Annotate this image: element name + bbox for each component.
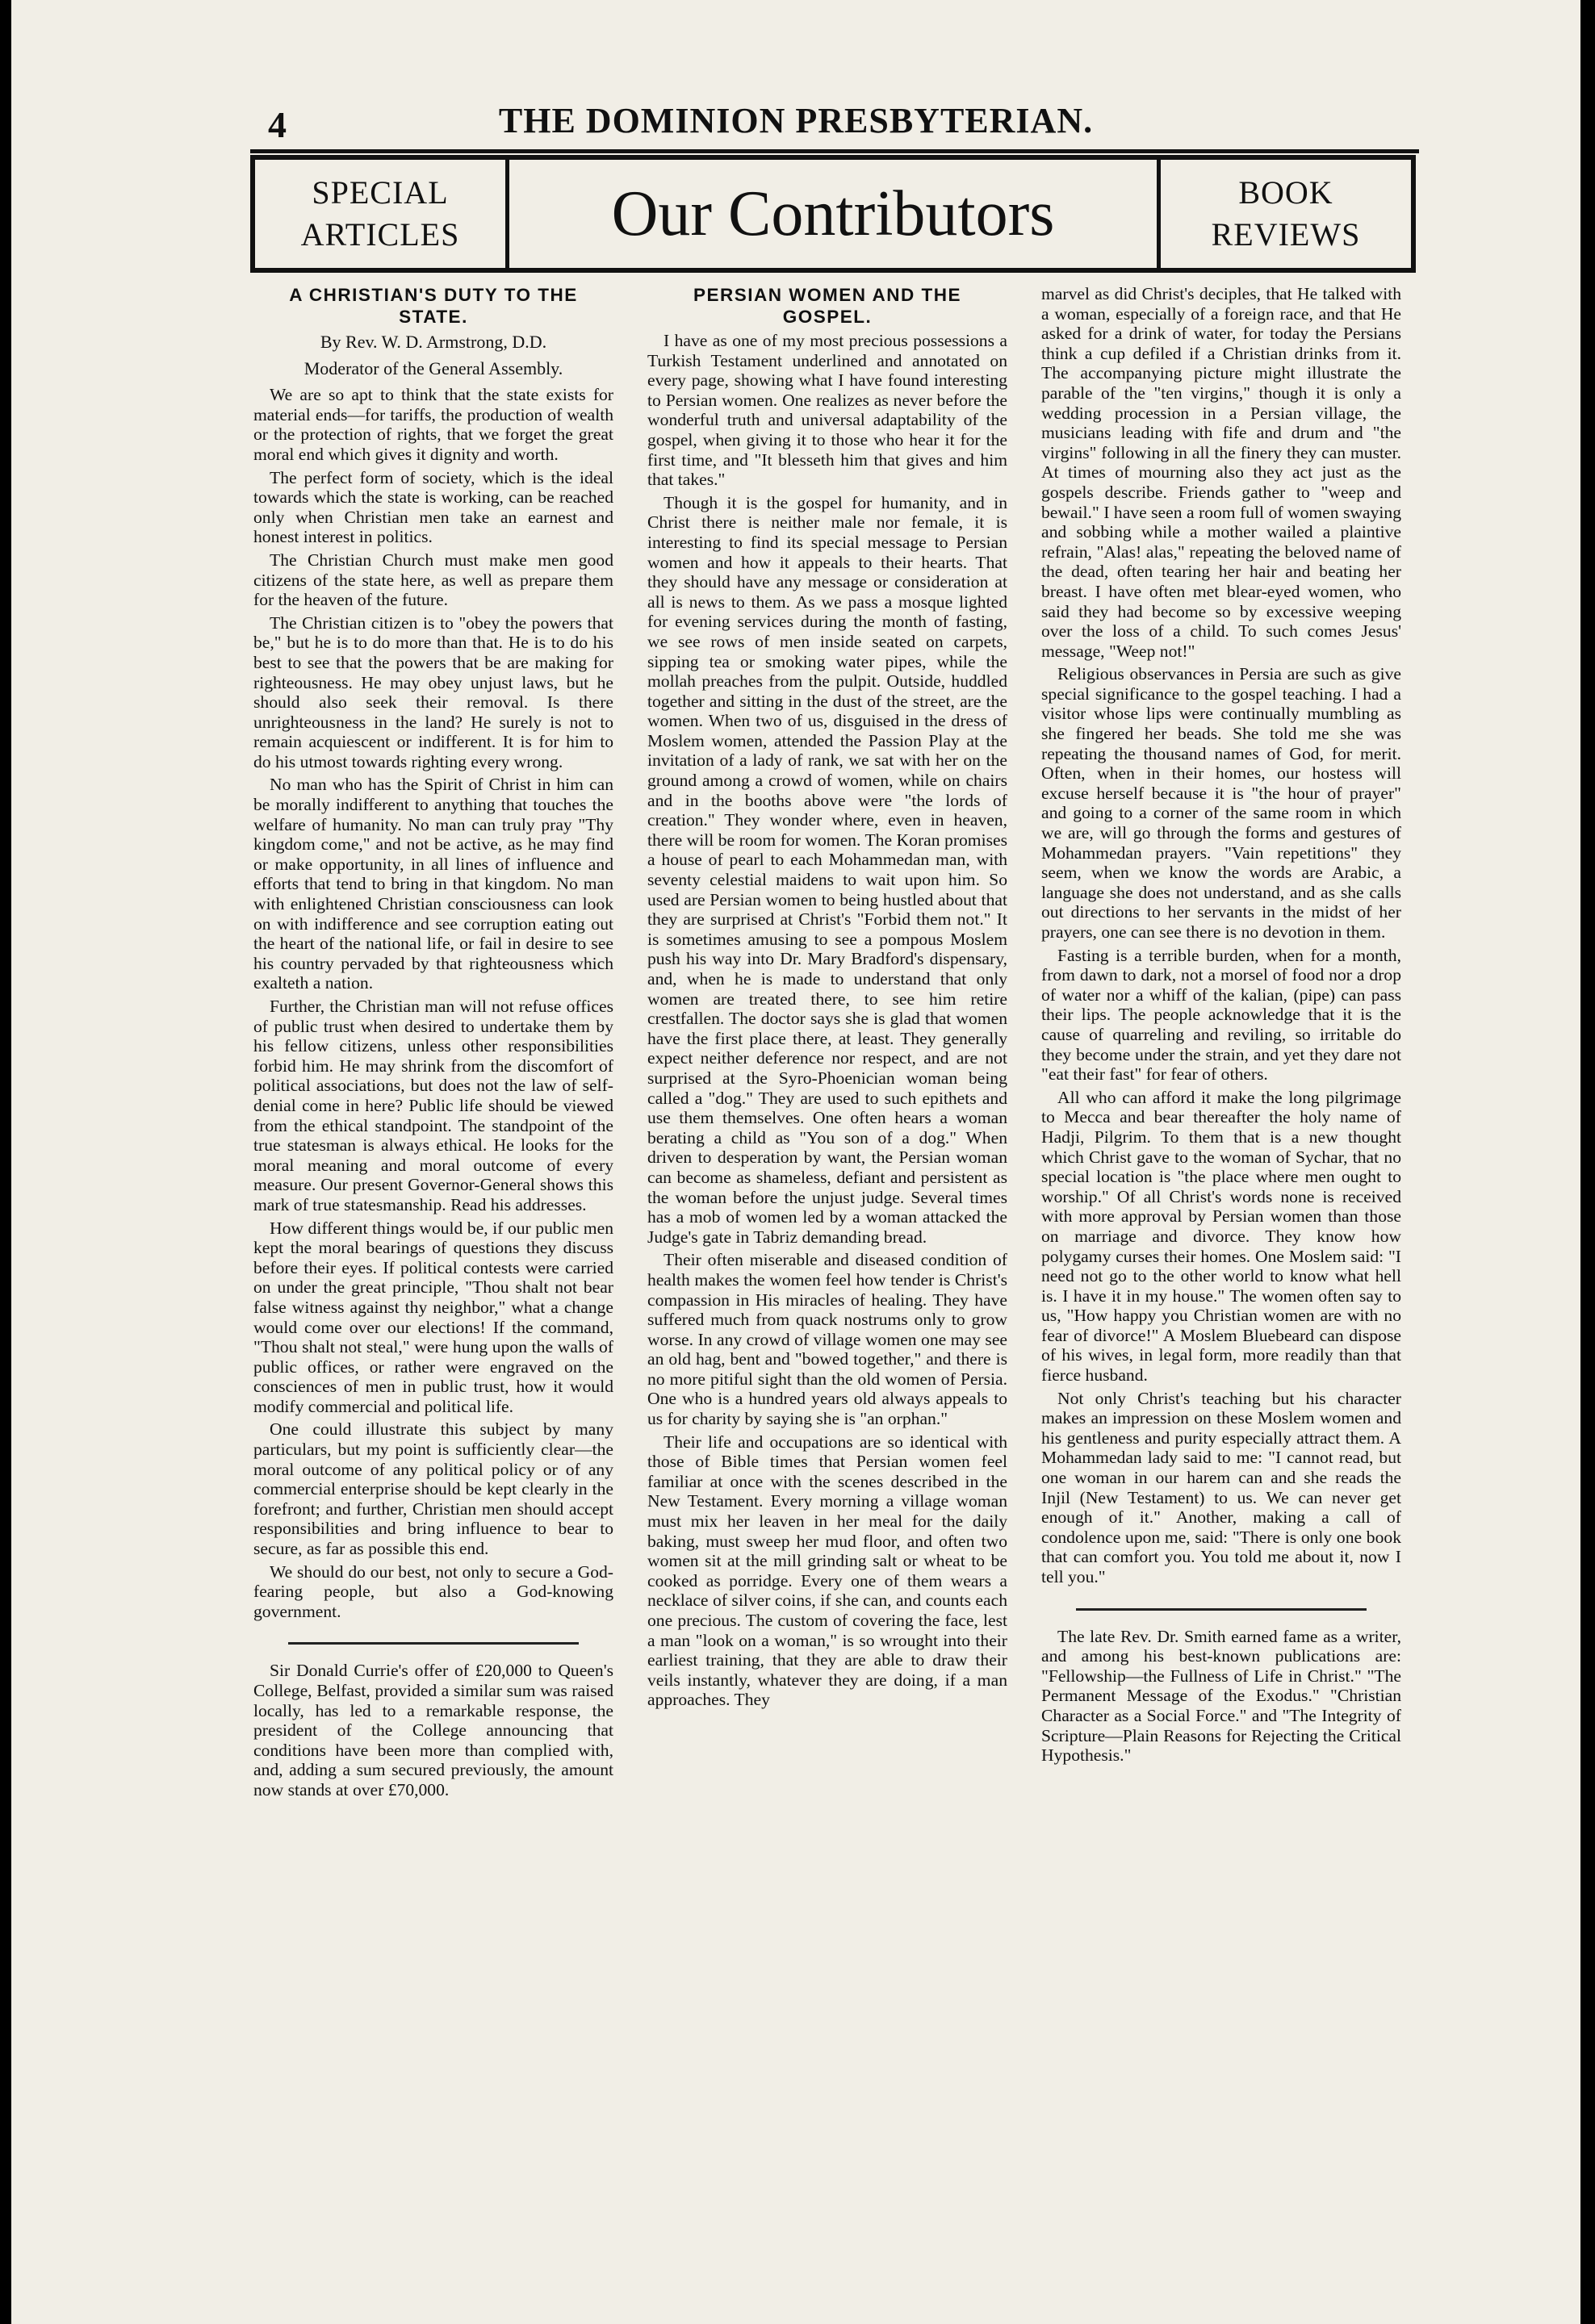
- news-note: The late Rev. Dr. Smith earned fame as a writer, and among his best-known publications are: "Fellowship—the Fullness of Life in Christ." "The Permanent Message of the Exodus." "Christian Character as a Social Force." and "The Integrity of Scripture—Plain Reasons for Rejecting the Critical Hypothesis.": [1041, 1626, 1401, 1766]
- paragraph: We should do our best, not only to secure a God-fearing people, but also a God-knowing government.: [253, 1561, 613, 1621]
- paragraph: Further, the Christian man will not refuse offices of public trust when desired to undertake them by his fellow citizens, unless other responsibilities forbid him. He may shrink from the discomfort of political associations, but does not the law of self-denial come in here? Public life should be viewed from the ethical standpoint. The standpoint of the true statesman is always ethical. He looks for the moral meaning and moral outcome of every measure. Our present Governor-General shows this mark of true statesmanship. Read his addresses.: [253, 997, 613, 1214]
- newspaper-page: [11, 0, 1580, 2324]
- article-title: PERSIAN WOMEN AND THE GOSPEL.: [693, 285, 961, 327]
- paragraph: Their often miserable and diseased condition of health makes the women feel how tender is Christ's compassion in His miracles of healing. They have suffered much from quack nostrums only to grow worse. In any crowd of village women one may see an old hag, bent and "bowed together," and there is no more pitiful sight than the old women of Persia. One who is a hundred years old always appeals to us for charity by saying she is "an orphan.": [647, 1250, 1007, 1429]
- section-banner: [250, 155, 1416, 273]
- paragraph: Though it is the gospel for humanity, and in Christ there is neither male nor female, it is interesting to find its special message to Persian women and how it appeals to their hearts. That they should have any message or consideration at all is news to them. As we pass a mosque lighted for evening services during the month of fasting, we see rows of men inside seated on carpets, sipping tea or smoking water pipes, while the mollah preaches from the pulpit. Outside, huddled together and sitting in the dust of the street, are the women. When two of us, disguised in the dress of Moslem women, attended the Passion Play at the invitation of a lady of rank, we sat with her on the ground among a crowd of women, while on chairs and in the booths above were "the lords of creation." They wonder where, even in heaven, there will be room for women. The Koran promises a house of pearl to each Mohammedan man, with seventy celestial maidens to wait upon him. So used are Persian women to being hustled about that they are surprised at Christ's "Forbid them not." It is sometimes amusing to see a pompous Moslem push his way into Dr. Mary Bradford's dispensary, and, when he is made to understand that only women are treated there, to see him retire crestfallen. The doctor says she is glad that women have the first place there, at least. They generally expect neither deference nor respect, and are not surprised at the Syro-Phoenician woman being called a "dog." They are used to such epithets and use them themselves. One often hears a woman berating a child as "You son of a dog." When driven to desperation by want, the Persian woman can become as shameless, defiant and persistent as the woman before the unjust judge. Several times has a mob of women led by a woman attacked the Judge's gate in Tabriz demanding bread.: [647, 492, 1007, 1247]
- paragraph: I have as one of my most precious possessions a Turkish Testament underlined and annotated on every page, showing what I have found interesting to Persian women. One realizes as never before the wonderful truth and universal adaptability of the gospel, when giving it to those who hear it for the first time, and "It blesseth him that gives and him that takes.": [647, 331, 1007, 490]
- banner-title: Our Contributors: [611, 178, 1055, 249]
- page-number: 4: [268, 104, 287, 145]
- banner-left-label: SPECIAL ARTICLES: [255, 160, 509, 268]
- masthead: THE DOMINION PRESBYTERIAN.: [498, 101, 1094, 140]
- article-byline-role: Moderator of the General Assembly.: [304, 357, 563, 378]
- paragraph: Their life and occupations are so identical with those of Bible times that Persian women feel familiar at once with the scenes described in the New Testament. Every morning a village woman must mix her leaven in her meal for the daily baking, must sweep her mud floor, and often two women sit at the mill grinding salt or wheat to be cooked as porridge. Every one of them wears a necklace of silver coins, if she can, and counts each one precious. The custom of covering the face, lest a man "look on a woman," is so wrought into their earliest training, that they are able to draw their veils instantly, whatever they are doing, if a man approaches. They: [647, 1432, 1007, 1710]
- paragraph: The Christian Church must make men good citizens of the state here, as well as prepare them for the heaven of the future.: [253, 550, 613, 610]
- paragraph: The perfect form of society, which is the ideal towards which the state is working, can be reached only when Christian men take an earnest and honest interest in politics.: [253, 467, 613, 547]
- article-byline: By Rev. W. D. Armstrong, D.D.: [320, 332, 547, 352]
- masthead-rule: [250, 149, 1419, 153]
- separator-rule: [288, 1642, 579, 1645]
- paragraph: We are so apt to think that the state exists for material ends—for tariffs, the production of wealth or the protection of rights, that we forget the great moral end which gives it dignity and worth.: [253, 385, 613, 464]
- paragraph: Religious observances in Persia are such as give special significance to the gospel teaching. I had a visitor whose lips were continually mumbling as she fingered her beads. She told me she was repeating the thousand names of God, for merit. Often, when in their homes, our hostess will excuse herself because it is "the hour of prayer" and going to a corner of the same room in which we are, will go through the forms and gestures of Mohammedan prayers. "Vain repetitions" they seem, when we know the words are Arabic, a language she does not understand, and as she calls out directions to her servants in the midst of her prayers, one can see there is no devotion in them.: [1041, 664, 1401, 942]
- paragraph: All who can afford it make the long pilgrimage to Mecca and bear thereafter the holy name of Hadji, Pilgrim. To them that is a new thought which Christ gave to the woman of Sychar, that no special location is "the place where men ought to worship." Of all Christ's words none is received with more approval by Persian women than those on marriage and divorce. They know how polygamy curses their homes. One Moslem said: "I need not go to the other world to know what hell is. I have it in my house." The women often say to us, "How happy you Christian women are with no fear of divorce!" A Moslem Bluebeard can dispose of his wives, in legal form, more readily than that fierce husband.: [1041, 1087, 1401, 1386]
- paragraph: Fasting is a terrible burden, when for a month, from dawn to dark, not a morsel of food nor a drop of water nor a whiff of the kalian, (pipe) can pass their lips. The people acknowledge that it is the cause of quarreling and reviling, so irritable do they become under the strain, and yet they dare not "eat their fast" for fear of others.: [1041, 945, 1401, 1085]
- paragraph: Not only Christ's teaching but his character makes an impression on these Moslem women and his gentleness and purity especially attract them. A Mohammedan lady said to me: "I cannot read, but one woman in our harem can and she reads the Injil (New Testament) to us. We can never get enough of it." Another, making a call of condolence upon me, said: "There is only one book that can comfort you. You told me about it, now I tell you.": [1041, 1388, 1401, 1586]
- column-1: [253, 284, 613, 1804]
- article-title: A CHRISTIAN'S DUTY TO THE STATE.: [289, 285, 578, 327]
- paragraph: marvel as did Christ's deciples, that He talked with a woman, especially of a foreign race, and that He asked for a drink of water, for today the Persians think a cup defiled if a Christian drinks from it. The accompanying picture might illustrate the parable of the "ten virgins," though it is only a wedding procession in a Persian village, the musicians leading with fife and drum and "the virgins" following in all the finery they can muster. At times of mourning also they act just as the gospels describe. Friends gather to "weep and bewail." I have seen a room full of women swaying and sobbing while a mother wailed a plaintive refrain, "Alas! alas," repeating the beloved name of the dead, often tearing her hair and beating her breast. I have often met blear-eyed women, who said they had become so by excessive weeping over the loss of a child. To such comes Jesus' message, "Weep not!": [1041, 284, 1401, 661]
- column-3: [1041, 284, 1401, 1769]
- paragraph: How different things would be, if our public men kept the moral bearings of questions they discuss before their eyes. If political contests were carried on under the great principle, "Thou shalt not bear false witness against thy neighbor," what a change would come over our elections! If the command, "Thou shalt not steal," were hung upon the walls of public offices, or rather were engraved on the consciences of men in public trust, how it would modify commercial and political life.: [253, 1218, 613, 1416]
- news-note: Sir Donald Currie's offer of £20,000 to Queen's College, Belfast, provided a similar sum was raised locally, has led to a remarkable response, the president of the College announcing that conditions have been more than complied with, and, adding a sum secured previously, the amount now stands at over £70,000.: [253, 1661, 613, 1799]
- banner-right-label: BOOK REVIEWS: [1157, 160, 1411, 268]
- column-2: [647, 284, 1007, 1713]
- paragraph: No man who has the Spirit of Christ in him can be morally indifferent to anything that touches the welfare of humanity. No man can truly pray "Thy kingdom come," and not be active, as he may find or make opportunity, in all lines of influence and efforts that tend to bring in that kingdom. No man with enlightened Christian consciousness can look on with indifference and see corruption eating out the heart of the national life, or fail in desire to see his country pervaded by that righteousness which exalteth a nation.: [253, 775, 613, 993]
- paragraph: The Christian citizen is to "obey the powers that be," but he is to do more than that. He is to do his best to see that the powers that be are making for righteousness. He may obey unjust laws, but he should also seek their removal. Is there unrighteousness in the land? He surely is not to remain acquiescent or indifferent. It is for him to do his utmost towards righting every wrong.: [253, 612, 613, 771]
- paragraph: One could illustrate this subject by many particulars, but my point is sufficiently clear—the moral outcome of any political policy or of any commercial enterprise should be kept clearly in the forefront; and further, Christian men should accept responsibilities and bring influence to bear to secure, as far as possible this end.: [253, 1419, 613, 1559]
- separator-rule: [1076, 1608, 1367, 1611]
